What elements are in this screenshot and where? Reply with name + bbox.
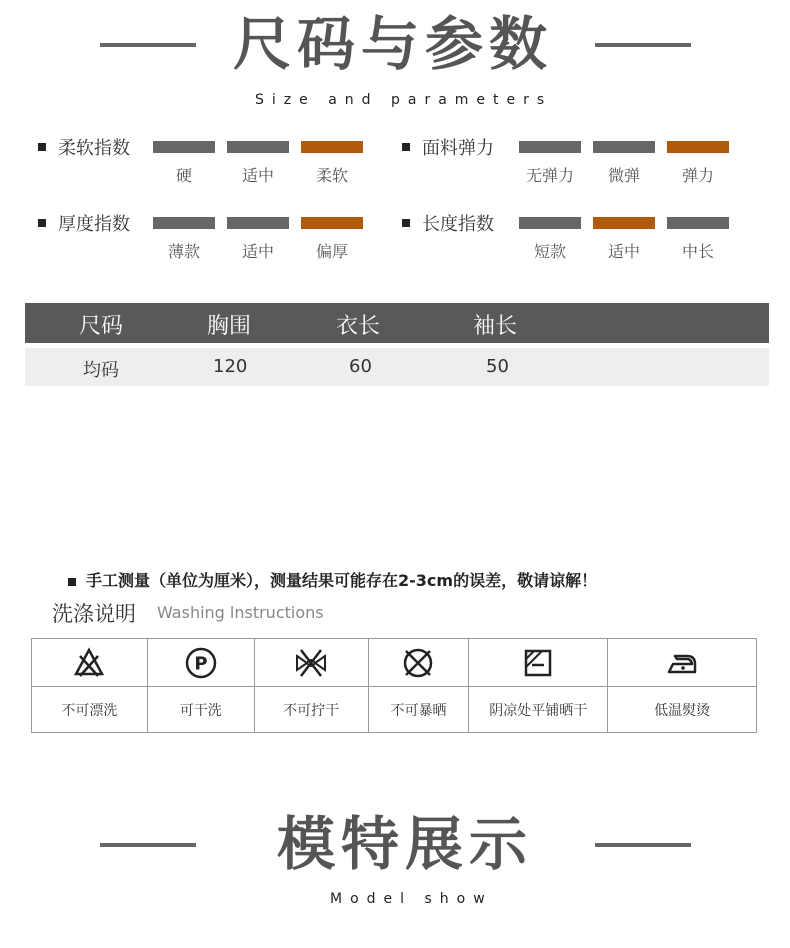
- param-option-label: 硬: [175, 166, 192, 185]
- title-line-right: [595, 43, 691, 47]
- washing-title: 洗涤说明: [52, 602, 136, 626]
- param-label: 面料弹力: [422, 138, 494, 159]
- washing-title-en: Washing lnstructions: [157, 603, 324, 622]
- model-title: 模特展示: [277, 810, 534, 878]
- model-title-line-left: [100, 843, 196, 847]
- size-table-header: [25, 303, 769, 343]
- param-option-label: 微弹: [607, 166, 640, 185]
- note-text: 手工测量（单位为厘米），测量结果可能存在2-3cm的误差，敬请谅解！: [86, 571, 598, 590]
- param-bar-selected: [301, 141, 363, 153]
- no-wring-icon: [294, 646, 328, 680]
- param-bullet: [38, 219, 46, 227]
- care-label: 不可暴晒: [368, 687, 469, 733]
- care-label: 阴凉处平铺晒干: [469, 687, 608, 733]
- iron-low-icon: [665, 646, 699, 680]
- param-option-label: 偏厚: [315, 242, 348, 261]
- param-bar: [153, 141, 215, 153]
- model-title-line-right: [595, 843, 691, 847]
- param-option-label: 柔软: [315, 166, 348, 185]
- param-label: 厚度指数: [58, 214, 130, 235]
- param-bar: [227, 141, 289, 153]
- care-label: 低温熨烫: [608, 687, 757, 733]
- size-header-cell: 尺码: [79, 314, 124, 339]
- param-bar: [593, 141, 655, 153]
- param-bullet: [402, 143, 410, 151]
- param-bar-selected: [667, 141, 729, 153]
- care-label: 不可漂洗: [32, 687, 148, 733]
- care-icon-cell: [469, 639, 608, 687]
- param-bar-selected: [301, 217, 363, 229]
- param-option-label: 薄款: [167, 242, 200, 261]
- param-bar: [667, 217, 729, 229]
- param-bar: [519, 141, 581, 153]
- param-bar-selected: [593, 217, 655, 229]
- size-header-cell: 袖长: [473, 314, 518, 339]
- size-header-cell: 衣长: [336, 314, 381, 339]
- param-bar: [519, 217, 581, 229]
- param-option-label: 适中: [241, 242, 274, 261]
- size-cell: 50: [486, 356, 509, 377]
- size-cell: 120: [213, 356, 248, 377]
- param-option-label: 适中: [607, 242, 640, 261]
- note-bullet: [68, 578, 76, 586]
- param-bar: [227, 217, 289, 229]
- care-label: 不可拧干: [254, 687, 368, 733]
- title-line-left: [100, 43, 196, 47]
- param-bar: [153, 217, 215, 229]
- care-icon-cell: [608, 639, 757, 687]
- param-option-label: 无弹力: [525, 166, 574, 185]
- model-subtitle: Model show: [330, 891, 493, 907]
- param-label: 长度指数: [422, 214, 494, 235]
- measurement-note: [68, 568, 597, 591]
- care-icon-cell: [254, 639, 368, 687]
- dry-clean-icon: [184, 646, 218, 680]
- care-icon-cell: [32, 639, 148, 687]
- no-wash-icon: [72, 646, 106, 680]
- size-cell: 60: [349, 356, 372, 377]
- param-option-label: 中长: [681, 242, 714, 261]
- no-tumble-dry-icon: [401, 646, 435, 680]
- param-bullet: [38, 143, 46, 151]
- page-subtitle: Size and parameters: [255, 92, 553, 108]
- care-table: [31, 638, 757, 733]
- care-label: 可干洗: [147, 687, 254, 733]
- size-table-row: [25, 348, 769, 386]
- care-icon-cell: [147, 639, 254, 687]
- svg-text:P: P: [194, 653, 208, 674]
- param-label: 柔软指数: [58, 138, 130, 159]
- param-option-label: 短款: [533, 242, 566, 261]
- param-bullet: [402, 219, 410, 227]
- dry-flat-shade-icon: [521, 646, 555, 680]
- param-option-label: 适中: [241, 166, 274, 185]
- care-icon-cell: [368, 639, 469, 687]
- page-title: 尺码与参数: [233, 10, 554, 78]
- size-header-cell: 胸围: [207, 314, 252, 339]
- size-cell: 均码: [83, 360, 119, 381]
- param-option-label: 弹力: [681, 166, 714, 185]
